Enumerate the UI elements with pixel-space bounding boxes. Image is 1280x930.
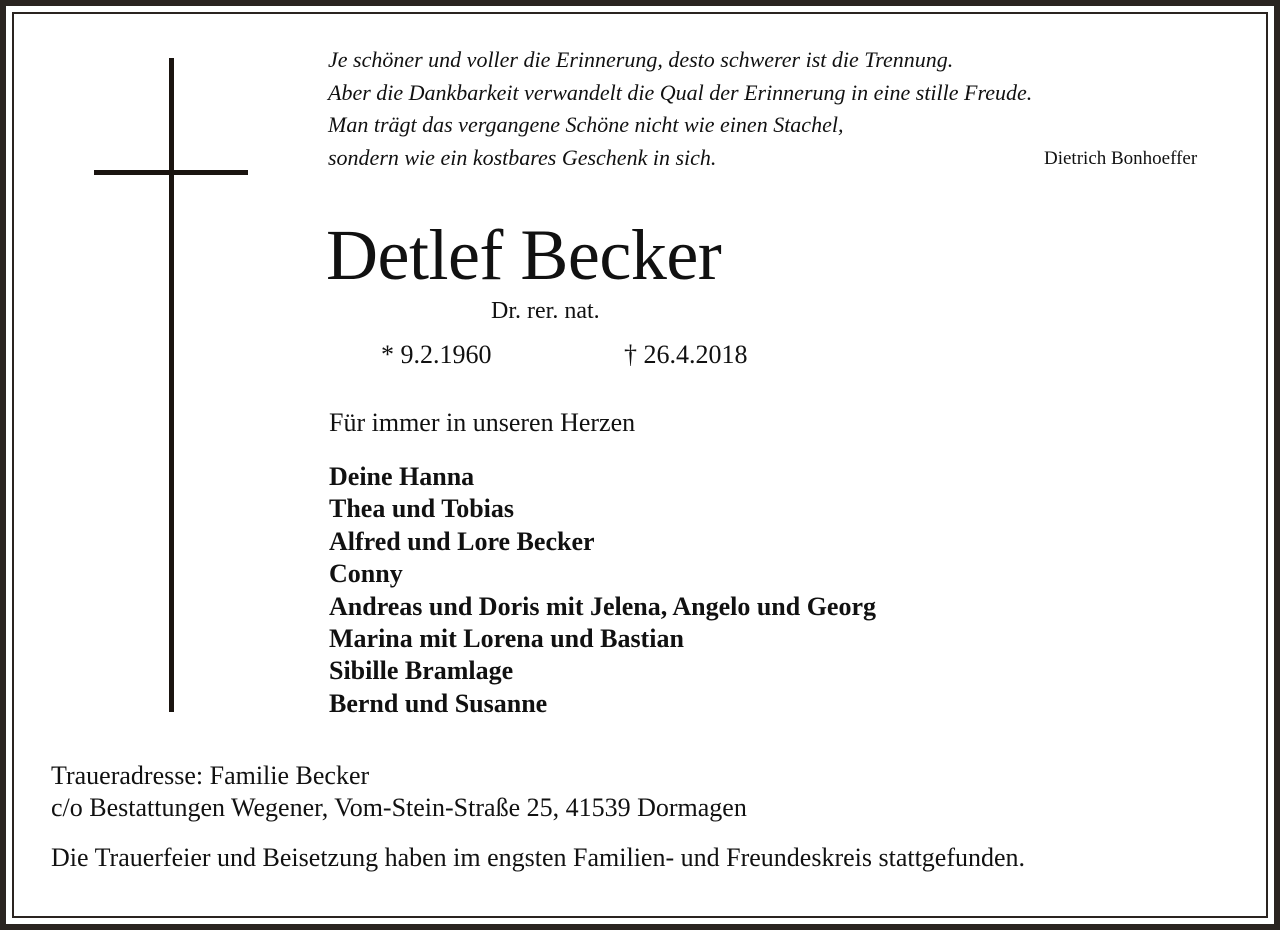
mourner-item: Andreas und Doris mit Jelena, Angelo und Georg: [329, 591, 877, 621]
birth-date: * 9.2.1960: [381, 340, 492, 369]
quote-line: sondern wie ein kostbares Geschenk in sich.: [328, 144, 717, 170]
mourners-list: [329, 461, 876, 720]
quote-line: Je schöner und voller die Erinnerung, desto schwerer ist die Trennung.: [328, 47, 954, 72]
mourning-address: [51, 760, 747, 824]
quote-line: Man trägt das vergangene Schöne nicht wie einen Stachel,: [328, 112, 844, 137]
motto: Für immer in unseren Herzen: [329, 408, 636, 437]
mourner-item: Bernd und Susanne: [329, 688, 548, 718]
address-line: c/o Bestattungen Wegener, Vom-Stein-Straße 25, 41539 Dormagen: [51, 793, 747, 822]
mourner-item: Thea und Tobias: [329, 494, 515, 524]
quote-author: Dietrich Bonhoeffer: [1044, 148, 1198, 169]
mourner-item: Alfred und Lore Becker: [329, 526, 595, 556]
death-date: † 26.4.2018: [624, 340, 748, 369]
mourner-item: Marina mit Lorena und Bastian: [329, 624, 684, 654]
cross-vertical-bar: [169, 58, 174, 712]
deceased-name: Detlef Becker: [326, 215, 722, 295]
cross-horizontal-bar: [94, 170, 248, 175]
mourner-item: Conny: [329, 559, 403, 589]
mourner-item: Sibille Bramlage: [329, 656, 514, 686]
quote-line: Aber die Dankbarkeit verwandelt die Qual der Erinnerung in eine stille Freude.: [328, 79, 1033, 105]
quote: [328, 44, 1032, 174]
ceremony-note: Die Trauerfeier und Beisetzung haben im engsten Familien- und Freundeskreis stattgefunden.: [51, 843, 1026, 872]
academic-title: Dr. rer. nat.: [491, 298, 600, 324]
address-line: Traueradresse: Familie Becker: [51, 761, 370, 790]
mourner-item: Deine Hanna: [329, 462, 475, 491]
